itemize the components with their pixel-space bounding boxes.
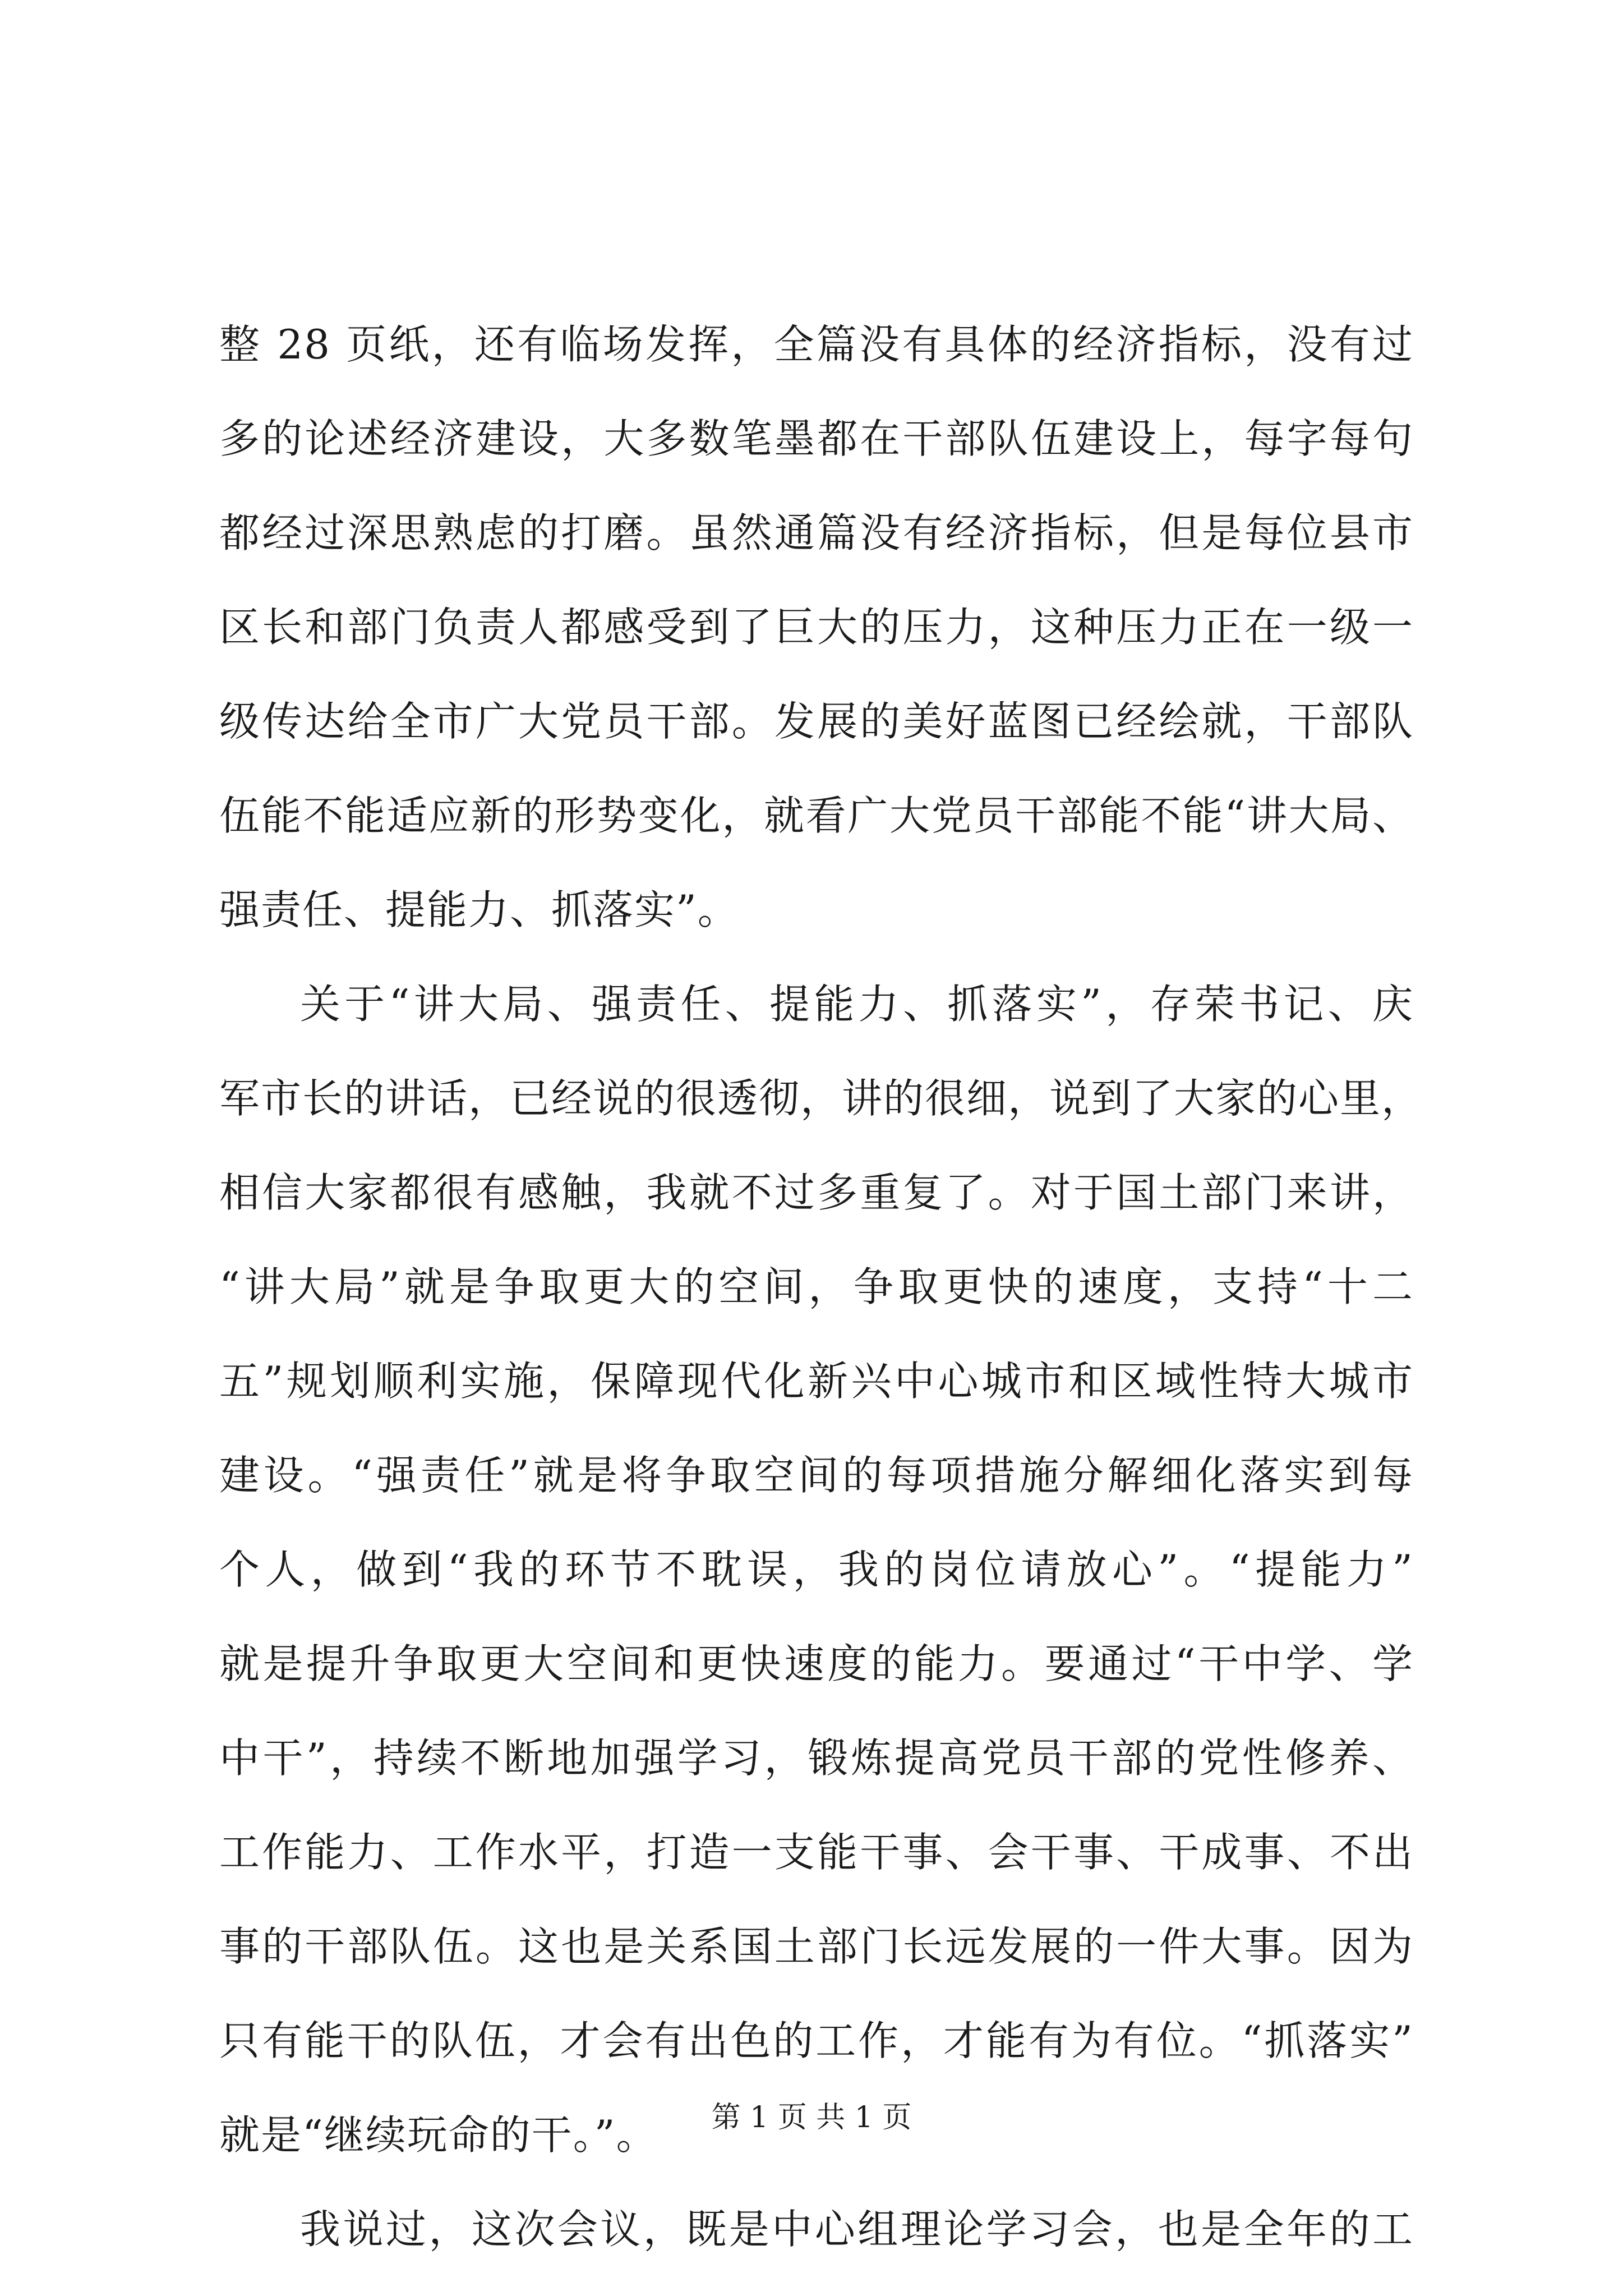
text-line: 五”规划顺利实施，保障现代化新兴中心城市和区域性特大城市	[219, 1358, 1414, 1405]
text-line: 个人，做到“我的环节不耽误，我的岗位请放心”。“提能力”	[219, 1546, 1414, 1593]
text-line: 相信大家都很有感触，我就不过多重复了。对于国土部门来讲，	[219, 1169, 1414, 1216]
text-line: 工作能力、工作水平，打造一支能干事、会干事、干成事、不出	[219, 1829, 1414, 1876]
text-line: 都经过深思熟虑的打磨。虽然通篇没有经济指标，但是每位县市	[219, 509, 1414, 556]
text-line: 多的论述经济建设，大多数笔墨都在干部队伍建设上，每字每句	[219, 415, 1414, 462]
page-number-footer: 第 1 页 共 1 页	[711, 2101, 912, 2134]
text-line: 只有能干的队伍，才会有出色的工作，才能有为有位。“抓落实”	[219, 2017, 1414, 2064]
text-line: 就是提升争取更大空间和更快速度的能力。要通过“干中学、学	[219, 1640, 1414, 1687]
text-line: “讲大局”就是争取更大的空间，争取更快的速度，支持“十二	[219, 1263, 1414, 1310]
text-line: 事的干部队伍。这也是关系国土部门长远发展的一件大事。因为	[219, 1923, 1414, 1970]
text-line: 军市长的讲话，已经说的很透彻，讲的很细，说到了大家的心里，	[219, 1075, 1423, 1122]
body-text	[219, 297, 1423, 2276]
text-line: 中干”，持续不断地加强学习，锻炼提高党员干部的党性修养、	[219, 1734, 1414, 1782]
text-line: 强责任、提能力、抓落实”。	[219, 886, 739, 933]
paragraph-first-line: 我说过，这次会议，既是中心组理论学习会，也是全年的工	[300, 2206, 1414, 2253]
text-line: 就是“继续玩命的干。”。	[219, 2111, 658, 2159]
text-line: 伍能不能适应新的形势变化，就看广大党员干部能不能“讲大局、	[219, 792, 1414, 839]
text-line: 级传达给全市广大党员干部。发展的美好蓝图已经绘就，干部队	[219, 698, 1414, 745]
text-line: 整 28 页纸，还有临场发挥，全篇没有具体的经济指标，没有过	[219, 321, 1414, 368]
text-line: 区长和部门负责人都感受到了巨大的压力，这种压力正在一级一	[219, 604, 1414, 651]
paragraph-first-line: 关于“讲大局、强责任、提能力、抓落实”，存荣书记、庆	[300, 981, 1414, 1028]
text-line: 建设。“强责任”就是将争取空间的每项措施分解细化落实到每	[219, 1452, 1414, 1499]
